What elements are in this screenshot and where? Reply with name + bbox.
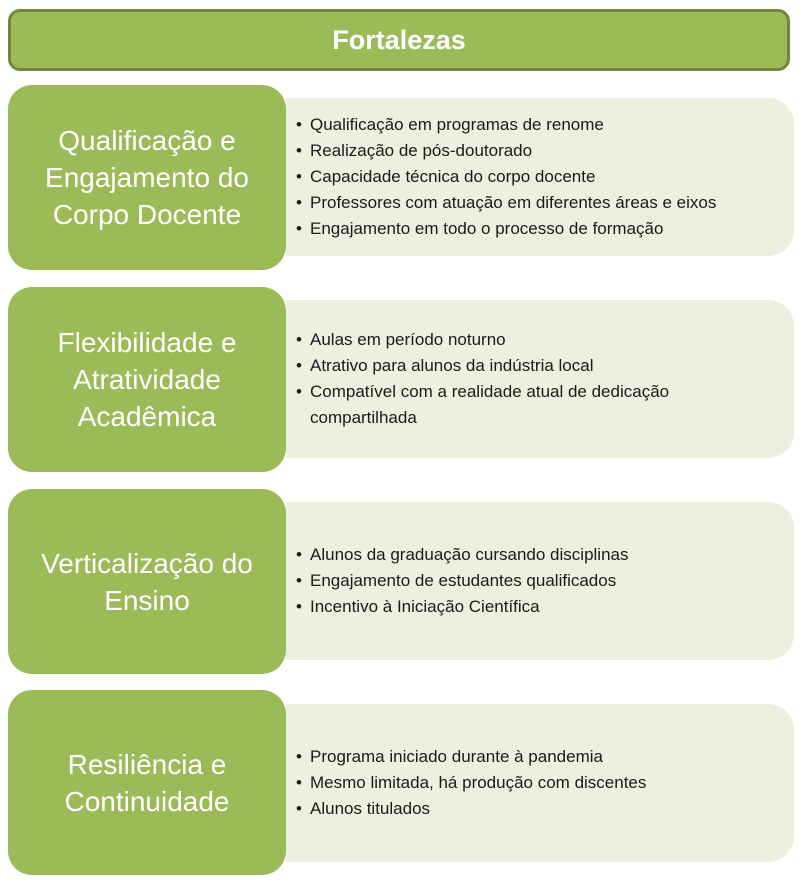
diagram-title: Fortalezas	[332, 24, 466, 55]
bullet-list	[296, 327, 780, 431]
bullet-item: • Alunos titulados	[296, 796, 780, 822]
bullet-item: • Incentivo à Iniciação Científica	[296, 594, 780, 620]
category-title: Verticalização do Ensino	[41, 547, 253, 616]
category-box	[8, 690, 286, 875]
bullet-item: • Realização de pós-doutorado	[296, 138, 780, 164]
bullet-item: • Capacidade técnica do corpo docente	[296, 164, 780, 190]
category-title: Flexibilidade e Atratividade Acadêmica	[57, 327, 237, 432]
category-box	[8, 287, 286, 472]
bullet-item: • Mesmo limitada, há produção com discentes	[296, 770, 780, 796]
category-title: Resiliência e Continuidade	[64, 748, 230, 817]
bullet-item: • Engajamento de estudantes qualificados	[296, 568, 780, 594]
category-box	[8, 85, 286, 270]
category-title: Qualificação e Engajamento do Corpo Docente	[45, 125, 249, 230]
bullet-item: • Alunos da graduação cursando disciplinas	[296, 542, 780, 568]
category-box	[8, 489, 286, 674]
bullet-item: • Programa iniciado durante à pandemia	[296, 744, 780, 770]
bullet-item: • Qualificação em programas de renome	[296, 112, 780, 138]
bullet-item: • Engajamento em todo o processo de formação	[296, 216, 780, 242]
bullet-list	[296, 744, 780, 822]
description-panel	[286, 502, 794, 660]
title-bar	[8, 9, 790, 71]
description-panel	[286, 704, 794, 862]
description-panel	[286, 98, 794, 256]
bullet-item: • Atrativo para alunos da indústria local	[296, 353, 780, 379]
bullet-item: • Compatível com a realidade atual de dedicação compartilhada	[296, 379, 780, 431]
bullet-item: • Aulas em período noturno	[296, 327, 780, 353]
bullet-item: • Professores com atuação em diferentes áreas e eixos	[296, 190, 780, 216]
bullet-list	[296, 112, 780, 242]
description-panel	[286, 300, 794, 458]
bullet-list	[296, 542, 780, 620]
